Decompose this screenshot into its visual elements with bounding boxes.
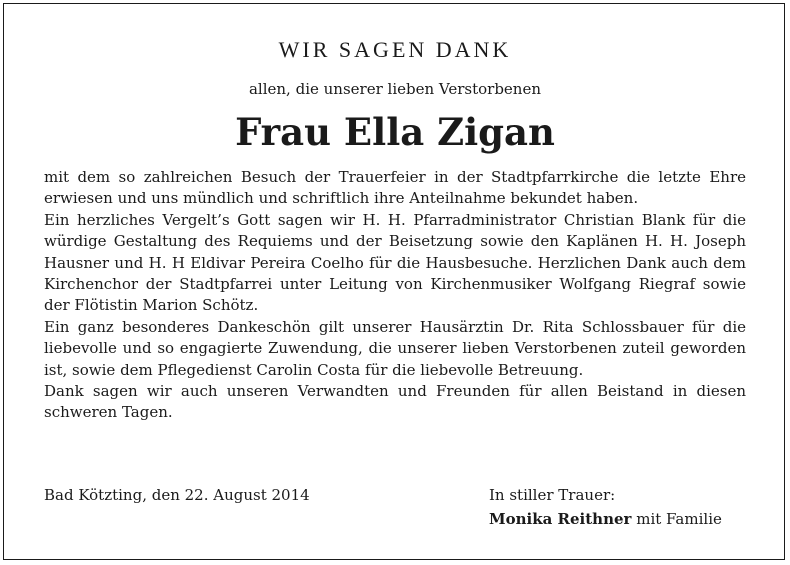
place-date: Bad Kötzting, den 22. August 2014 <box>44 486 310 504</box>
signer-line <box>489 507 746 531</box>
mourning-label: In stiller Trauer: <box>489 486 616 504</box>
paragraph-thanks-clergy: Ein herzliches Vergelt’s Gott sagen wir H. H. Pfarradministrator Christian Blank für die würdige Gestaltung des Requiems und der Beisetzung sowie den Kaplänen H. H. Joseph Hausner und H. H Eldivar Pereira Coelho für die Hausbesuche. Herzlichen Dank auch dem Kirchenchor der Stadtpfarrei unter Leitung von Kirchenmusiker Wolfgang Riegraf sowie der Flötistin Marion Schötz. <box>44 210 746 315</box>
paragraph-thanks-funeral: mit dem so zahlreichen Besuch der Trauerfeier in der Stadtpfarrkirche die letzte Ehre erwiesen und uns mündlich und schriftlich ihre Anteilnahme bekundet haben. <box>44 168 746 208</box>
paragraph-thanks-family: Dank sagen wir auch unseren Verwandten und Freunden für allen Beistand in diesen schweren Tagen. <box>44 382 746 422</box>
notice-heading: WIR SAGEN DANK <box>278 37 512 62</box>
signature-block <box>489 483 746 531</box>
notice-body <box>44 167 746 424</box>
intro-line: allen, die unserer lieben Verstorbenen <box>248 80 542 98</box>
deceased-name: Frau Ella Zigan <box>235 110 555 154</box>
paragraph-thanks-doctor: Ein ganz besonderes Dankeschön gilt unserer Hausärztin Dr. Rita Schlossbauer für die liebevolle und so engagierte Zuwendung, die unserer lieben Verstorbenen zuteil geworden ist, sowie dem Pflegedienst Carolin Costa für die liebevolle Betreuung. <box>44 317 746 379</box>
signer-suffix: mit Familie <box>631 510 722 528</box>
signer-name: Monika Reithner <box>489 510 632 528</box>
